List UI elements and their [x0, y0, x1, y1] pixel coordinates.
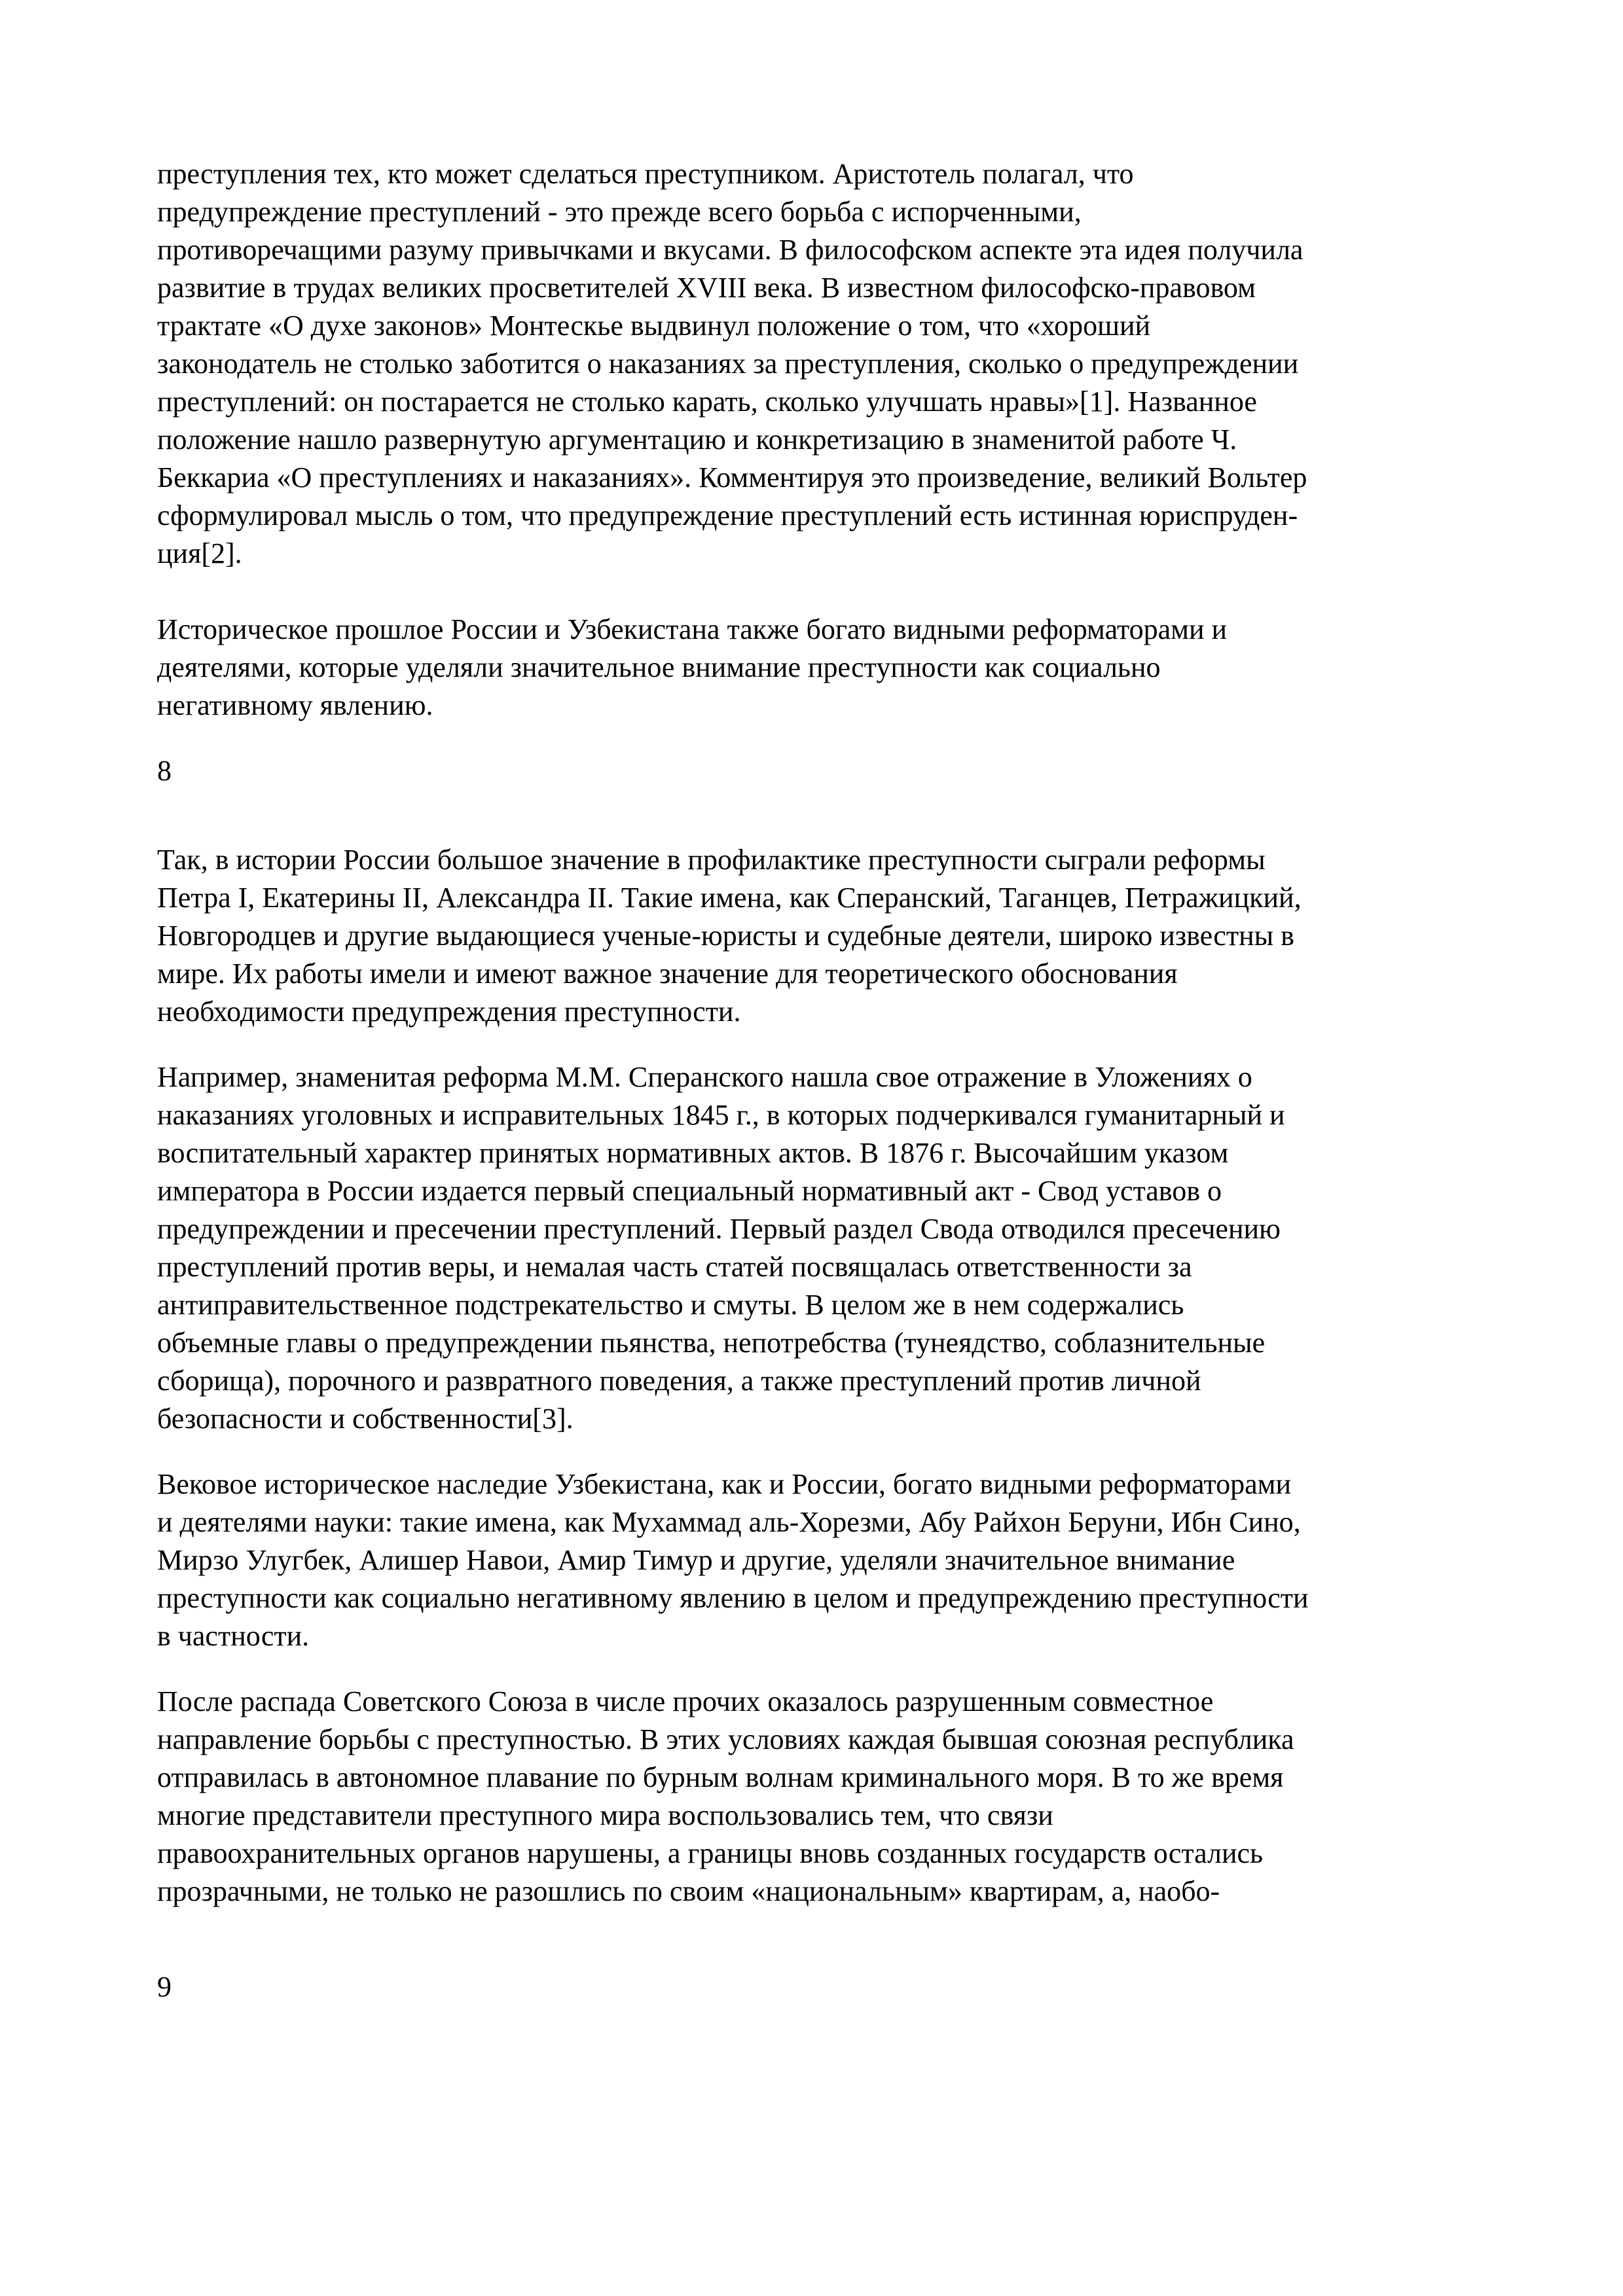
paragraph-aristotle [157, 155, 1480, 573]
text-line: Историческое прошлое России и Узбекистана также богато видными реформаторами и [157, 613, 1228, 645]
text-line: Петра I, Екатерины II, Александра II. Такие имена, как Сперанский, Таганцев, Петражицкий, [157, 882, 1302, 914]
text-line: Беккариа «О преступлениях и наказаниях». Комментируя это произведение, великий Вольтер [157, 461, 1307, 493]
text-line: многие представители преступного мира воспользовались тем, что связи [157, 1799, 1053, 1831]
text-line: преступлений: он постарается не столько карать, сколько улучшать нравы»[1]. Названное [157, 386, 1257, 418]
text-line: предупреждении и пресечении преступлений. Первый раздел Свода отводился пресечению [157, 1213, 1281, 1245]
text-line: наказаниях уголовных и исправительных 1845 г., в которых подчеркивался гуманитарный и [157, 1099, 1285, 1131]
text-line: Так, в истории России большое значение в профилактике преступности сыграли реформы [157, 844, 1266, 876]
text-line: Новгородцев и другие выдающиеся ученые-юристы и судебные деятели, широко известны в [157, 920, 1294, 952]
text-line: Мирзо Улугбек, Алишер Навои, Амир Тимур и другие, уделяли значительное внимание [157, 1544, 1235, 1576]
text-line: антиправительственное подстрекательство и смуты. В целом же в нем содержались [157, 1289, 1184, 1321]
text-line: преступности как социально негативному явлению в целом и предупреждению преступности [157, 1582, 1309, 1614]
paragraph-historical-past [157, 611, 1480, 725]
text-line: правоохранительных органов нарушены, а границы вновь созданных государств остались [157, 1837, 1264, 1869]
text-line: в частности. [157, 1620, 310, 1652]
text-line: воспитательный характер принятых нормативных актов. В 1876 г. Высочайшим указом [157, 1137, 1229, 1169]
text-line: развитие в трудах великих просветителей XVIII века. В известном философско-правовом [157, 272, 1256, 304]
paragraph-soviet-collapse [157, 1683, 1480, 1910]
text-line: сборища), порочного и развратного поведения, а также преступлений против личной [157, 1365, 1201, 1397]
text-line: положение нашло развернутую аргументацию и конкретизацию в знаменитой работе Ч. [157, 423, 1237, 456]
text-line: преступлений против веры, и немалая часть статей посвящалась ответственности за [157, 1251, 1192, 1283]
paragraph-speransky [157, 1058, 1480, 1438]
paragraph-russian-reforms [157, 841, 1480, 1031]
text-line: прозрачными, не только не разошлись по своим «национальным» квартирам, а, наобо- [157, 1875, 1220, 1907]
text-line: предупреждение преступлений - это прежде всего борьба с испорченными, [157, 196, 1082, 228]
paragraph-uzbek-heritage [157, 1465, 1480, 1655]
page-number: 8 [157, 755, 172, 787]
text-line: преступления тех, кто может сделаться преступником. Аристотель полагал, что [157, 158, 1134, 190]
text-line: трактате «О духе законов» Монтескье выдвинул положение о том, что «хороший [157, 310, 1151, 342]
text-line: негативному явлению. [157, 689, 433, 721]
text-line: противоречащими разуму привычками и вкусами. В философском аспекте эта идея получила [157, 234, 1304, 266]
text-line: мире. Их работы имели и имеют важное значение для теоретического обоснования [157, 958, 1178, 990]
text-line: императора в России издается первый специальный нормативный акт - Свод уставов о [157, 1175, 1222, 1207]
text-line: и деятелями науки: такие имена, как Мухаммад аль-Хорезми, Абу Райхон Беруни, Ибн Сино, [157, 1506, 1301, 1538]
text-line: ция[2]. [157, 537, 242, 569]
text-line: Например, знаменитая реформа М.М. Сперанского нашла свое отражение в Уложениях о [157, 1061, 1252, 1093]
text-line: объемные главы о предупреждении пьянства, непотребства (тунеядство, соблазнительные [157, 1327, 1266, 1359]
text-line: законодатель не столько заботится о наказаниях за преступления, сколько о предупреждении [157, 348, 1299, 380]
text-line: сформулировал мысль о том, что предупреждение преступлений есть истинная юриспруден- [157, 499, 1298, 531]
text-line: необходимости предупреждения преступности. [157, 996, 741, 1028]
text-line: безопасности и собственности[3]. [157, 1403, 574, 1435]
text-line: деятелями, которые уделяли значительное внимание преступности как социально [157, 651, 1161, 683]
page-number: 9 [157, 1971, 172, 2003]
text-line: После распада Советского Союза в числе прочих оказалось разрушенным совместное [157, 1685, 1214, 1717]
text-line: направление борьбы с преступностью. В этих условиях каждая бывшая союзная республика [157, 1723, 1294, 1755]
text-line: Вековое историческое наследие Узбекистана, как и России, богато видными реформаторами [157, 1468, 1292, 1500]
text-line: отправилась в автономное плавание по бурным волнам криминального моря. В то же время [157, 1761, 1284, 1793]
